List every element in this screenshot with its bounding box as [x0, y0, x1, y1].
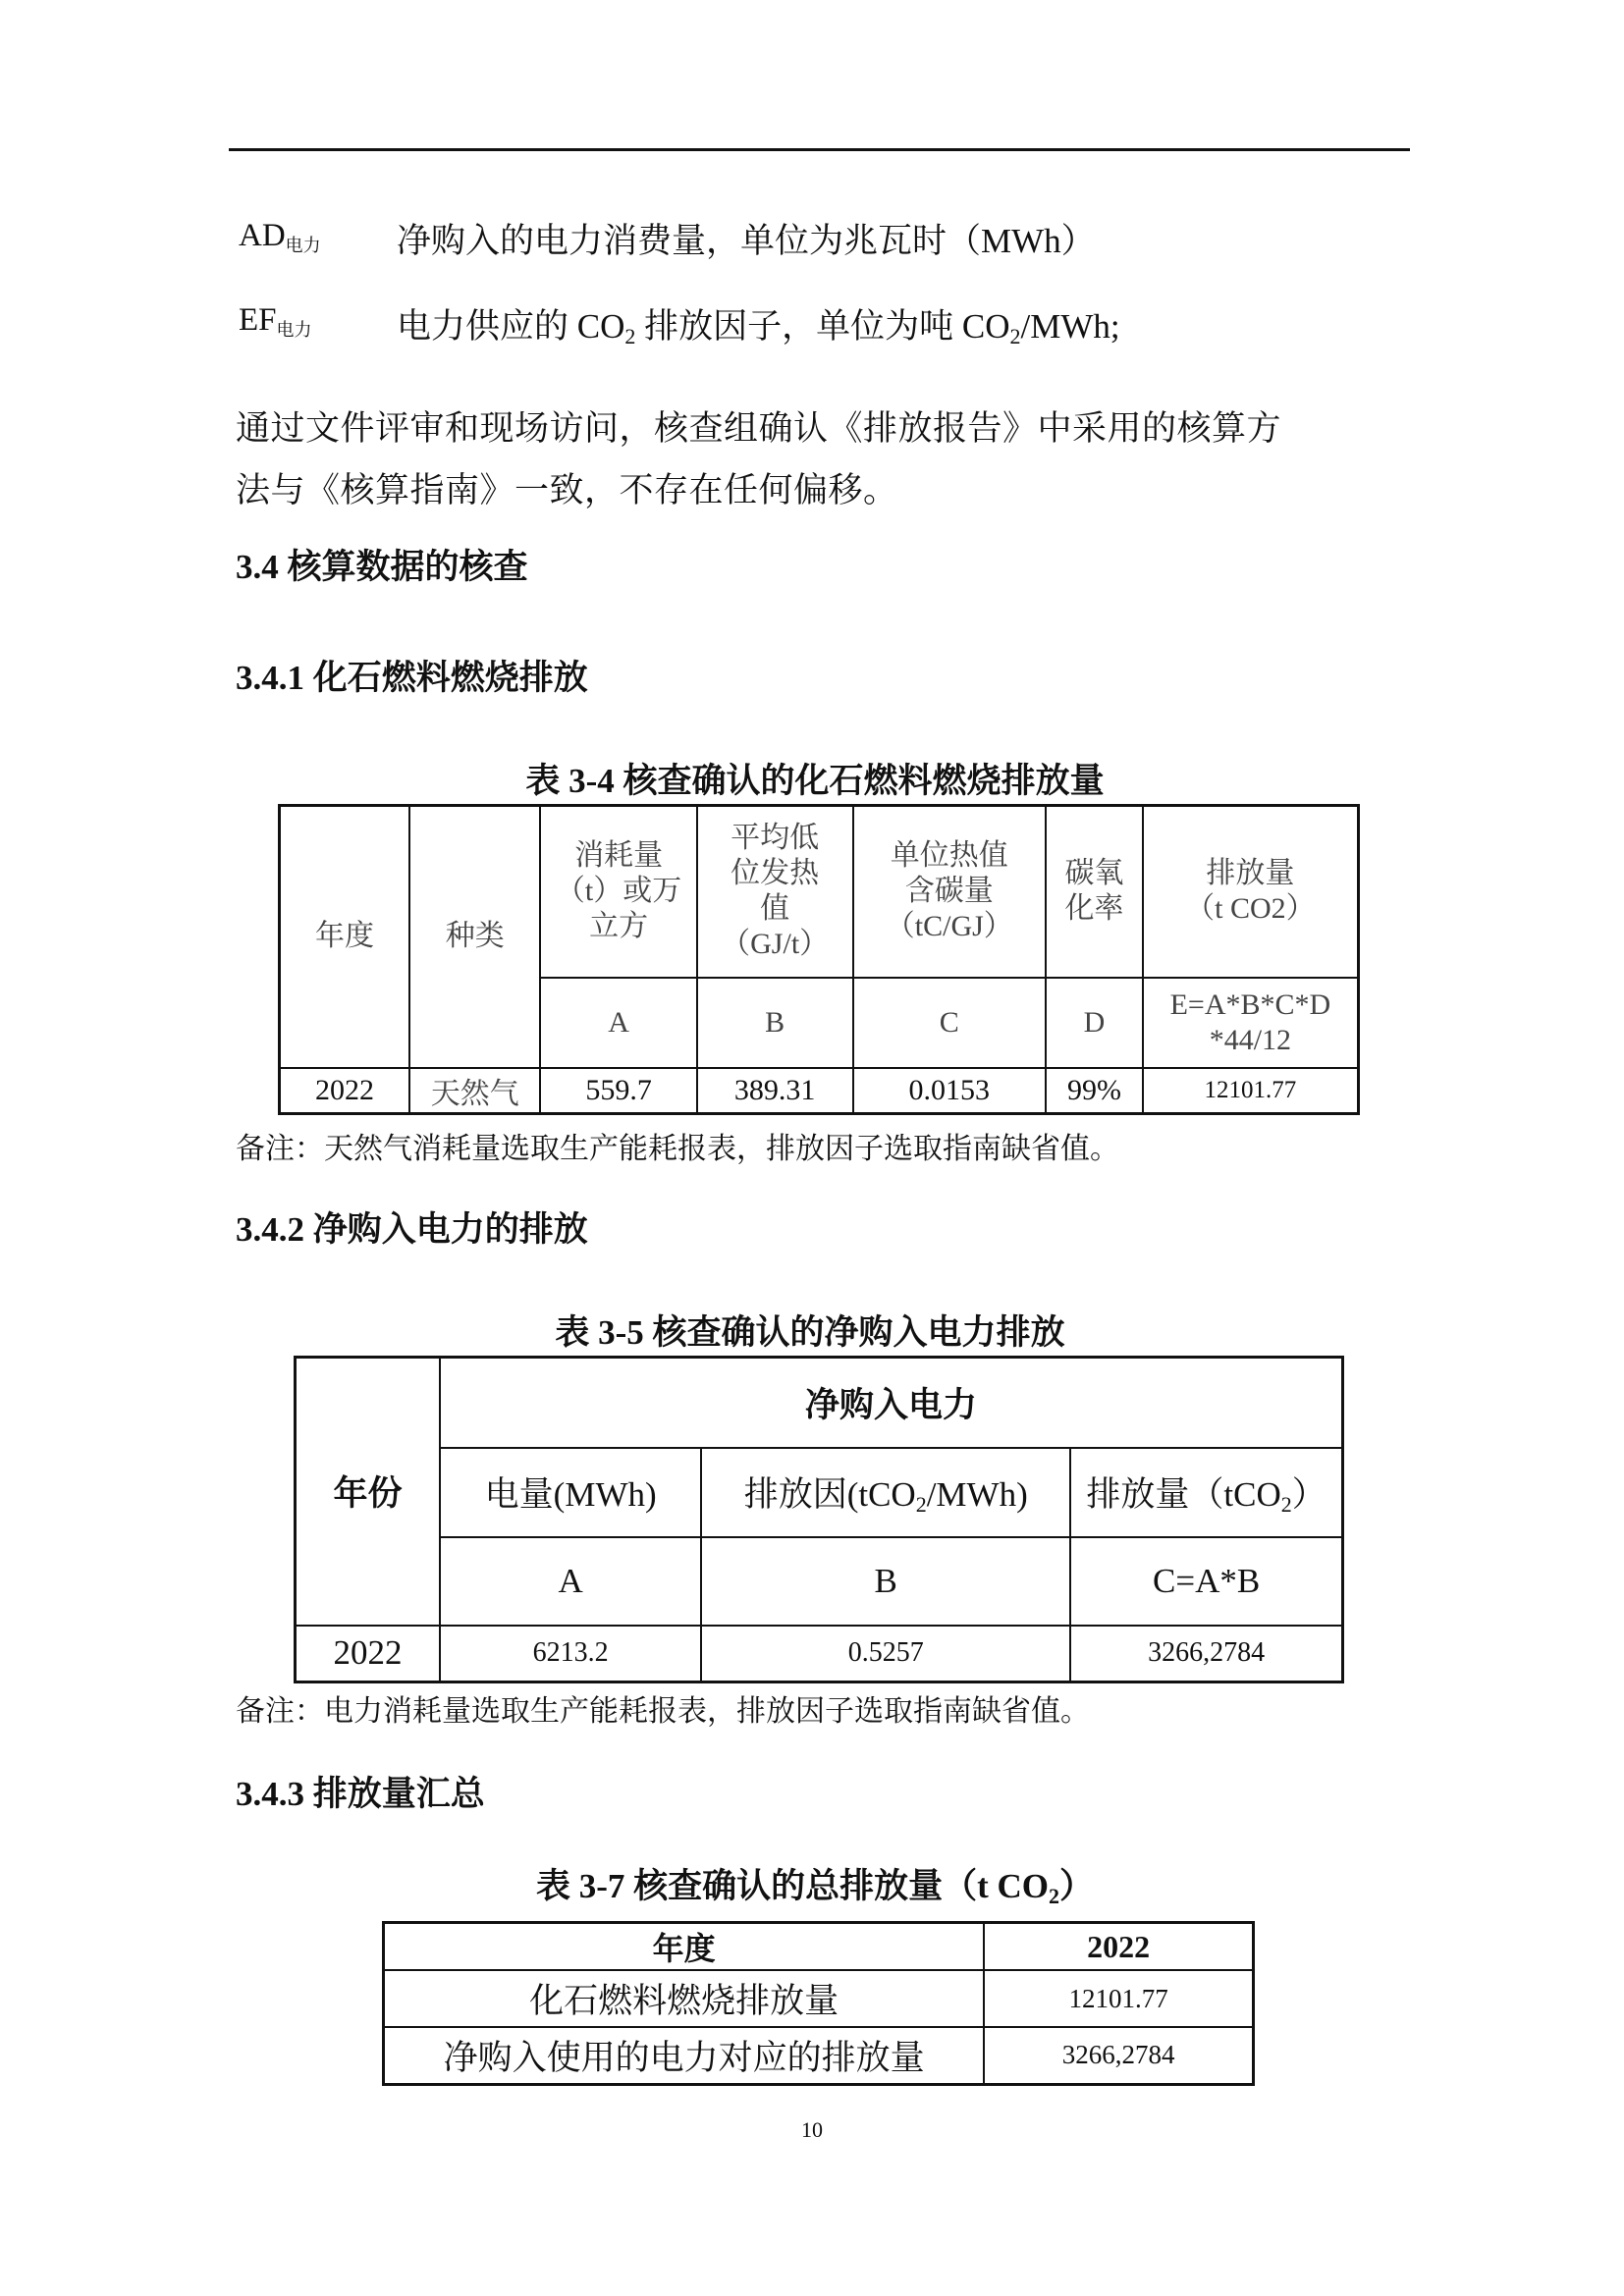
definition-symbol-ad: $AD_{电力}$ — [239, 218, 321, 255]
letter-e-formula: E=A*B*C*D *44/12 — [1143, 978, 1359, 1068]
cell-d: 99% — [1046, 1068, 1143, 1114]
section-heading-3-4-1: 3.4.1 化石燃料燃烧排放 — [236, 659, 588, 697]
header-year: 年度 — [280, 806, 410, 1068]
header-rule — [229, 148, 1410, 151]
table-3-4-note: 备注：天然气消耗量选取生产能耗报表，排放因子选取指南缺省值。 — [236, 1133, 1119, 1165]
header-carbon-content: 单位热值 含碳量 （tC/GJ） — [853, 806, 1047, 978]
header-year-value: 2022 — [984, 1923, 1253, 1971]
header-consumption: 消耗量 （t）或万 立方 — [540, 806, 696, 978]
header-year-label: 年度 — [384, 1923, 985, 1971]
letter-c: C — [853, 978, 1047, 1068]
letter-a: A — [440, 1537, 701, 1626]
table-row — [384, 1970, 1254, 2027]
table-3-4-caption: 表 3-4 核查确认的化石燃料燃烧排放量 — [525, 762, 1105, 800]
section-heading-3-4-2: 3.4.2 净购入电力的排放 — [236, 1210, 588, 1249]
cell-a: 559.7 — [540, 1068, 696, 1114]
paragraph-line-1: 通过文件评审和现场访问，核查组确认《排放报告》中采用的核算方 — [236, 409, 1282, 448]
paragraph-line-2: 法与《核算指南》一致，不存在任何偏移。 — [236, 471, 898, 509]
section-heading-3-4-3: 3.4.3 排放量汇总 — [236, 1775, 485, 1813]
cell-c: 3266,2784 — [1070, 1626, 1342, 1682]
cell-c: 0.0153 — [853, 1068, 1047, 1114]
section-heading-3-4: 3.4 核算数据的核查 — [236, 548, 528, 586]
header-type: 种类 — [409, 806, 540, 1068]
table-3-7-caption: 表 3-7 核查确认的总排放量（t $CO_2$） — [535, 1867, 1095, 1908]
table-3-4 — [278, 804, 1360, 1115]
row-label-fossil: 化石燃料燃烧排放量 — [384, 1970, 985, 2027]
letter-a: A — [540, 978, 696, 1068]
cell-b: 0.5257 — [701, 1626, 1070, 1682]
letter-b: B — [701, 1537, 1070, 1626]
page-number: 10 — [801, 2117, 823, 2142]
header-electricity-mwh: 电量(MWh) — [440, 1448, 701, 1537]
cell-e: 12101.77 — [1143, 1068, 1359, 1114]
header-net-purchased-electricity: 净购入电力 — [440, 1358, 1342, 1448]
table-row — [296, 1626, 1343, 1682]
header-emission: 排放量（tCO$_2$） — [1070, 1448, 1342, 1537]
header-emission-factor: 排放因(tCO$_2$/MWh) — [701, 1448, 1070, 1537]
header-oxidation: 碳氧 化率 — [1046, 806, 1143, 978]
table-row — [384, 2027, 1254, 2084]
definition-symbol-ef: $EF_{电力}$ — [239, 302, 312, 340]
row-value-fossil: 12101.77 — [984, 1970, 1253, 2027]
cell-type: 天然气 — [409, 1068, 540, 1114]
table-row — [280, 1068, 1359, 1114]
header-year: 年份 — [296, 1358, 441, 1626]
row-label-electricity: 净购入使用的电力对应的排放量 — [384, 2027, 985, 2084]
cell-year: 2022 — [280, 1068, 410, 1114]
definition-text-ad: 净购入的电力消费量，单位为兆瓦时（MWh） — [397, 222, 1096, 260]
header-ncv: 平均低 位发热 值 （GJ/t） — [697, 806, 853, 978]
definition-text-ef: 电力供应的 $CO_2$ 排放因子，单位为吨 $CO_2$/MWh; — [397, 307, 1120, 348]
cell-a: 6213.2 — [440, 1626, 701, 1682]
cell-b: 389.31 — [697, 1068, 853, 1114]
header-emission: 排放量 （t CO2） — [1143, 806, 1359, 978]
letter-b: B — [697, 978, 853, 1068]
table-3-5-note: 备注：电力消耗量选取生产能耗报表，排放因子选取指南缺省值。 — [236, 1695, 1090, 1728]
row-value-electricity: 3266,2784 — [984, 2027, 1253, 2084]
table-3-7 — [382, 1921, 1255, 2086]
letter-c-formula: C=A*B — [1070, 1537, 1342, 1626]
cell-year: 2022 — [296, 1626, 441, 1682]
table-3-5 — [294, 1356, 1344, 1683]
table-3-5-caption: 表 3-5 核查确认的净购入电力排放 — [555, 1313, 1065, 1352]
letter-d: D — [1046, 978, 1143, 1068]
